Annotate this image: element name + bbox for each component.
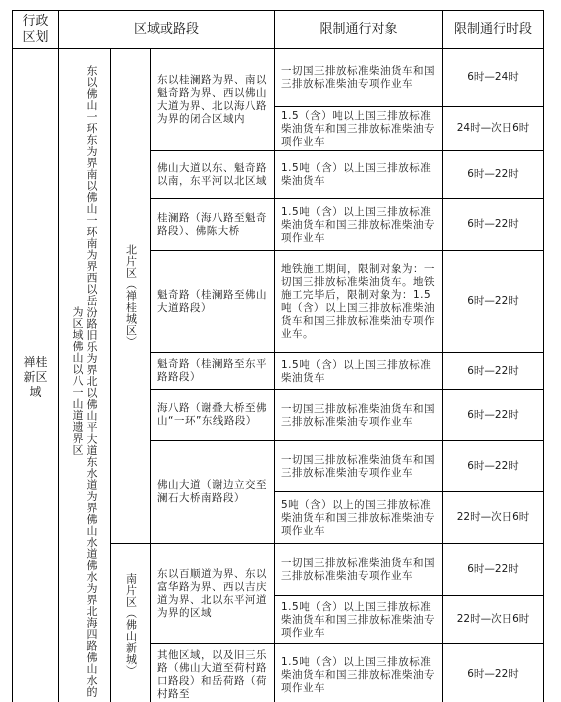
admin-region: 禅桂新区域 [23, 354, 48, 399]
road-cell: 其他区域，以及旧三乐路（佛山大道至荷村路口路段）和岳荷路（荷村路至 [151, 644, 275, 702]
time-cell: 22时—次日6时 [443, 492, 544, 544]
header-area: 区域或路段 [59, 11, 275, 49]
time-cell: 6时—22时 [443, 441, 544, 492]
time-cell: 6时—22时 [443, 353, 544, 390]
object-cell: 1.5吨（含）以上国三排放标准柴油货车和国三排放标准柴油专项作业车 [275, 596, 443, 644]
object-cell: 地铁施工期间，限制对象为：一切国三排放标准柴油货车。地铁施工完毕后，限制对象为：1.5吨（含）以上国三排放标准柴油货车和国三排放标准柴油专项作业车。 [275, 251, 443, 353]
road-cell: 海八路（谢叠大桥至佛山“一环”东线路段） [151, 390, 275, 441]
time-cell: 6时—24时 [443, 49, 544, 107]
admin-region-cell [13, 49, 59, 702]
north-district: 北片区（禅桂城区） [124, 244, 138, 348]
object-cell: 1.5（含）吨以上国三排放标准柴油货车和国三排放标准柴油专项作业车 [275, 107, 443, 151]
south-district-cell [111, 544, 151, 702]
time-cell: 6时—22时 [443, 390, 544, 441]
time-cell: 6时—22时 [443, 151, 544, 199]
object-cell: 1.5吨（含）以上国三排放标准柴油货车和国三排放标准柴油专项作业车 [275, 644, 443, 702]
object-cell: 1.5吨（含）以上国三排放标准柴油货车和国三排放标准柴油专项作业车 [275, 199, 443, 251]
area-desc: 东以佛山一环东为界南以佛山一环南为界西以岳汾路旧乐为界北以佛山平大道东水道为界佛山水道佛水为界北海四路佛山水的为区域佛山以八一山道遗界区 [71, 64, 98, 698]
object-cell: 1.5吨（含）以上国三排放标准柴油货车 [275, 151, 443, 199]
road-cell: 佛山大道以东、魁奇路以南，东平河以北区域 [151, 151, 275, 199]
time-cell: 24时—次日6时 [443, 107, 544, 151]
time-cell: 6时—22时 [443, 544, 544, 596]
object-cell: 1.5吨（含）以上国三排放标准柴油货车 [275, 353, 443, 390]
restriction-table [12, 10, 544, 702]
time-cell: 6时—22时 [443, 199, 544, 251]
table-row [13, 49, 544, 107]
object-cell: 一切国三排放标准柴油货车和国三排放标准柴油专项作业车 [275, 441, 443, 492]
object-cell: 一切国三排放标准柴油货车和国三排放标准柴油专项作业车 [275, 390, 443, 441]
north-district-cell [111, 49, 151, 544]
object-cell: 5吨（含）以上的国三排放标准柴油货车和国三排放标准柴油专项作业车 [275, 492, 443, 544]
road-cell: 佛山大道（谢边立交至澜石大桥南路段） [151, 441, 275, 544]
header-row [13, 11, 544, 49]
header-object: 限制通行对象 [275, 11, 443, 49]
object-cell: 一切国三排放标准柴油货车和国三排放标准柴油专项作业车 [275, 49, 443, 107]
south-district: 南片区（佛山新城） [124, 572, 138, 677]
road-cell: 魁奇路（桂澜路至东平路路段） [151, 353, 275, 390]
area-desc-cell [59, 49, 111, 702]
object-cell: 一切国三排放标准柴油货车和国三排放标准柴油专项作业车 [275, 544, 443, 596]
road-cell: 东以百顺道为界、东以富华路为界、西以吉庆道为界、北以东平河道为界的区域 [151, 544, 275, 644]
road-cell: 东以桂澜路为界、南以魁奇路为界、西以佛山大道为界、北以海八路为界的闭合区域内 [151, 49, 275, 151]
road-cell: 桂澜路（海八路至魁奇路段）、佛陈大桥 [151, 199, 275, 251]
header-admin: 行政区划 [13, 11, 59, 49]
header-time: 限制通行时段 [443, 11, 544, 49]
road-cell: 魁奇路（桂澜路至佛山大道路段） [151, 251, 275, 353]
time-cell: 6时—22时 [443, 251, 544, 353]
time-cell: 6时—22时 [443, 644, 544, 702]
time-cell: 22时—次日6时 [443, 596, 544, 644]
